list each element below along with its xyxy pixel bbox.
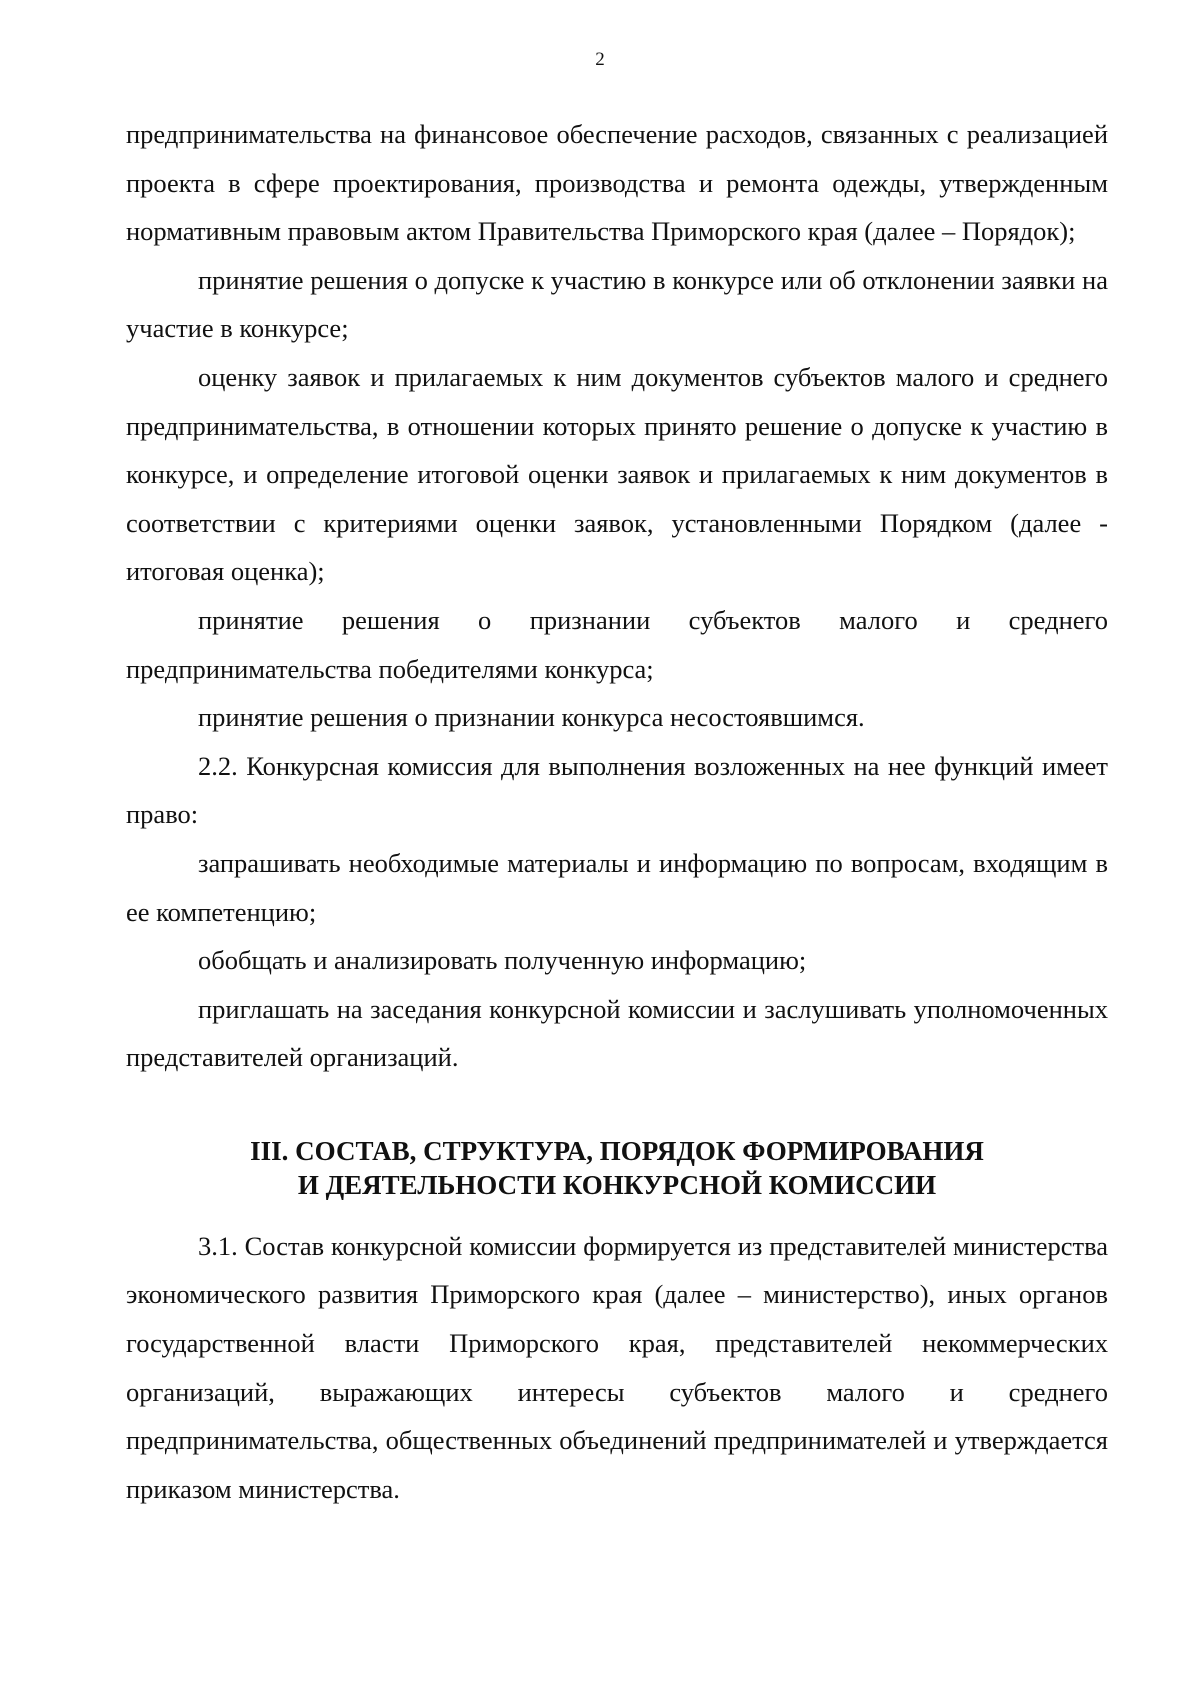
paragraph-commission-composition: 3.1. Состав конкурсной комиссии формируется из представителей министерства экономического развития Приморского края (далее – министерство), иных органов государственной власти Приморского края, представителей некоммерческих организаций, выражающих интересы субъектов малого и среднего предпринимательства, общественных объединений предпринимателей и утверждается приказом министерства. (126, 1230, 1108, 1504)
document-body (126, 110, 1108, 1513)
paragraph-contest-failed: принятие решения о признании конкурса несостоявшимся. (198, 702, 865, 733)
section-heading (126, 1134, 1108, 1202)
paragraph-request-materials: запрашивать необходимые материалы и информацию по вопросам, входящим в ее компетенцию; (126, 847, 1108, 927)
paragraph-funding-purpose: предпринимательства на финансовое обеспечение расходов, связанных с реализацией проекта в сфере проектирования, производства и ремонта одежды, утвержденным нормативным правовым актом Правительства Приморского края (далее – Порядок); (126, 119, 1108, 247)
section-heading-line-1: III. СОСТАВ, СТРУКТУРА, ПОРЯДОК ФОРМИРОВАНИЯ (250, 1135, 984, 1166)
paragraph-admission-decision: принятие решения о допуске к участию в конкурсе или об отклонении заявки на участие в конкурсе; (126, 264, 1108, 344)
paragraph-commission-rights: 2.2. Конкурсная комиссия для выполнения возложенных на нее функций имеет право: (126, 750, 1108, 830)
paragraph-winners-decision: принятие решения о признании субъектов малого и среднего предпринимательства победителями конкурса; (126, 604, 1108, 684)
section-heading-line-2: И ДЕЯТЕЛЬНОСТИ КОНКУРСНОЙ КОМИССИИ (297, 1169, 937, 1200)
paragraph-analyze-information: обобщать и анализировать полученную информацию; (198, 945, 807, 976)
paragraph-invite-representatives: приглашать на заседания конкурсной комиссии и заслушивать уполномоченных представителей организаций. (126, 993, 1108, 1073)
page-number: 2 (595, 49, 605, 70)
paragraph-application-evaluation: оценку заявок и прилагаемых к ним документов субъектов малого и среднего предпринимательства, в отношении которых принято решение о допуске к участию в конкурсе, и определение итоговой оценки заявок и прилагаемых к ним документов в соответствии с критериями оценки заявок, установленными Порядком (далее - итоговая оценка); (126, 361, 1108, 587)
